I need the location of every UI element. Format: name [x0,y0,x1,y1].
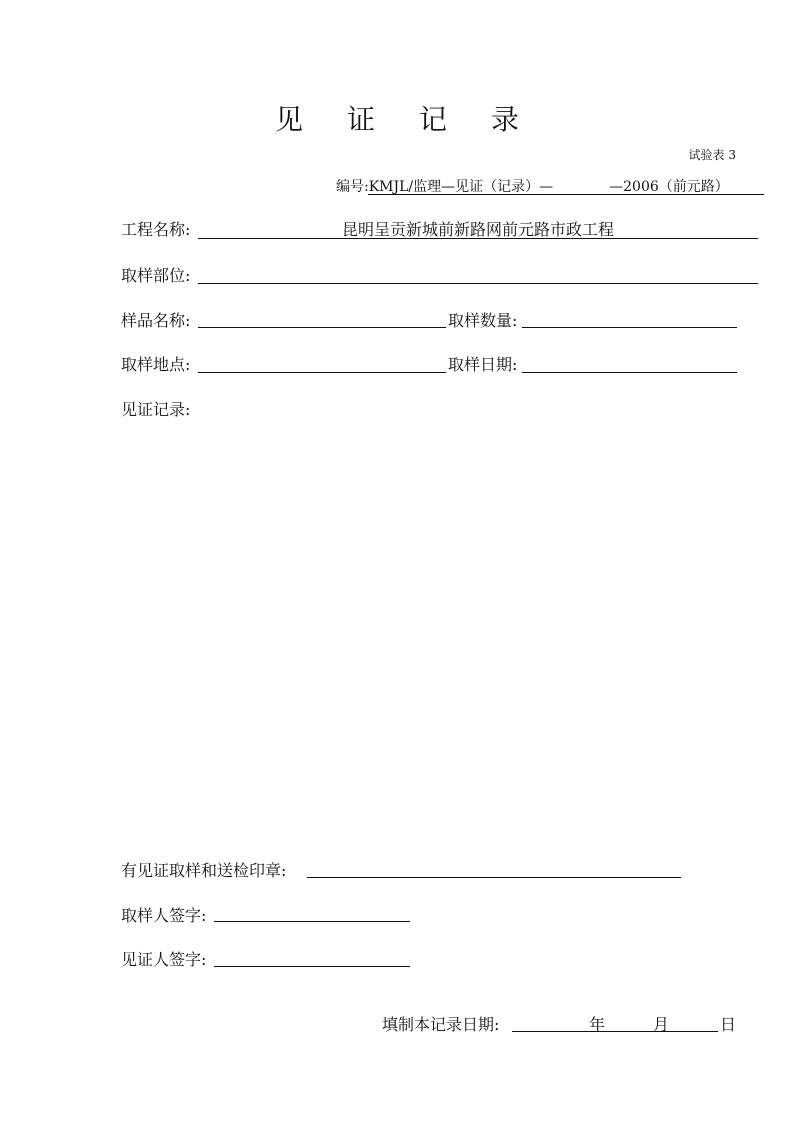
title-char: 录 [491,103,520,136]
witness-record-area[interactable] [121,425,758,825]
sampling-date-field[interactable] [522,372,737,373]
fill-date-label: 填制本记录日期: [382,1015,500,1034]
sampling-place-label: 取样地点: [121,355,191,374]
sample-quantity-label: 取样数量: [448,311,518,330]
title-char: 见 [274,103,303,136]
sampler-signature-label: 取样人签字: [121,906,207,925]
project-name-field[interactable] [198,238,758,239]
sampling-location-field[interactable] [198,283,758,284]
sampling-date-label: 取样日期: [448,355,518,374]
fill-date-field[interactable] [512,1031,718,1032]
sampling-place-field[interactable] [198,372,446,373]
sampler-signature-field[interactable] [214,921,410,922]
title-char: 证 [346,103,375,136]
title-char: 记 [419,103,448,136]
project-name-value: 昆明呈贡新城前新路网前元路市政工程 [341,220,614,239]
form-number-tag: 试验表 3 [688,148,736,162]
stamp-label: 有见证取样和送检印章: [121,861,287,880]
project-name-label: 工程名称: [121,220,191,239]
stamp-field[interactable] [307,877,681,878]
witness-signature-label: 见证人签字: [121,950,207,969]
witness-signature-field[interactable] [214,966,410,967]
code-suffix: —2006（前元路） [609,179,729,195]
sample-name-field[interactable] [198,327,446,328]
code-org: KMJL [368,179,409,195]
code-colon: : [364,179,369,195]
witness-record-label: 见证记录: [121,400,191,419]
sampling-location-label: 取样部位: [121,266,191,285]
fill-date-month: 月 [653,1015,670,1034]
sample-name-label: 样品名称: [121,311,191,330]
fill-date-year: 年 [589,1015,606,1034]
document-title [0,98,794,138]
sample-quantity-field[interactable] [522,327,737,328]
fill-date-day: 日 [720,1015,737,1034]
code-underline [368,194,764,195]
code-middle: /监理—见证（记录）— [408,179,554,195]
code-prefix: 编号 [336,179,364,195]
record-code [336,176,729,196]
